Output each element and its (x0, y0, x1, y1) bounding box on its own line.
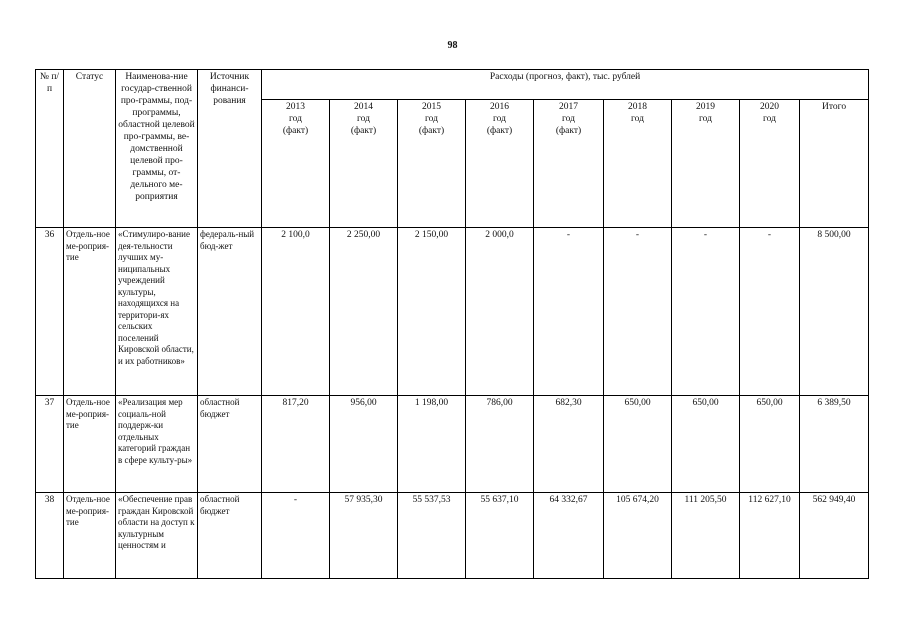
row-no: 38 (36, 493, 64, 579)
value-2013: 2 100,0 (262, 228, 330, 396)
budget-table (35, 69, 869, 579)
value-2019: - (672, 228, 740, 396)
header-status: Статус (64, 70, 116, 228)
value-2016: 55 637,10 (466, 493, 534, 579)
year-header-2014: 2014 год (факт) (330, 100, 398, 228)
value-2016: 786,00 (466, 396, 534, 493)
row-no: 36 (36, 228, 64, 396)
header-expenses: Расходы (прогноз, факт), тыс. рублей (262, 70, 869, 100)
value-2017: 64 332,67 (534, 493, 604, 579)
value-2015: 1 198,00 (398, 396, 466, 493)
value-2013: - (262, 493, 330, 579)
page-number: 98 (447, 40, 458, 51)
value-2020: 650,00 (740, 396, 800, 493)
value-total: 6 389,50 (800, 396, 869, 493)
value-2018: - (604, 228, 672, 396)
row-source: федераль-ный бюд-жет (198, 228, 262, 396)
row-source: областной бюджет (198, 493, 262, 579)
value-2019: 111 205,50 (672, 493, 740, 579)
row-status: Отдель-ное ме-роприя-тие (64, 396, 116, 493)
value-2015: 2 150,00 (398, 228, 466, 396)
value-2013: 817,20 (262, 396, 330, 493)
value-2014: 2 250,00 (330, 228, 398, 396)
year-header-2013: 2013 год (факт) (262, 100, 330, 228)
value-2019: 650,00 (672, 396, 740, 493)
value-total: 8 500,00 (800, 228, 869, 396)
value-2014: 956,00 (330, 396, 398, 493)
row-name: «Обеспечение прав граждан Кировской области на доступ к культурным ценностям и (116, 493, 198, 579)
value-2018: 650,00 (604, 396, 672, 493)
value-2017: - (534, 228, 604, 396)
value-total: 562 949,40 (800, 493, 869, 579)
value-2017: 682,30 (534, 396, 604, 493)
row-name: «Реализация мер социаль-ной поддерж-ки отдельных категорий граждан в сфере культу-ры» (116, 396, 198, 493)
value-2020: 112 627,10 (740, 493, 800, 579)
header-source: Источник финанси-рования (198, 70, 262, 228)
year-header-2015: 2015 год (факт) (398, 100, 466, 228)
header-name: Наименова-ние государ-ственной про-граммы, под-программы, областной целевой про-граммы, ве-домственной целевой про-граммы, от-дельного ме-роприятия (116, 70, 198, 228)
row-status: Отдель-ное ме-роприя-тие (64, 228, 116, 396)
value-2020: - (740, 228, 800, 396)
row-no: 37 (36, 396, 64, 493)
value-2018: 105 674,20 (604, 493, 672, 579)
value-2015: 55 537,53 (398, 493, 466, 579)
value-2014: 57 935,30 (330, 493, 398, 579)
row-status: Отдель-ное ме-роприя-тие (64, 493, 116, 579)
year-header-2018: 2018 год (604, 100, 672, 228)
value-2016: 2 000,0 (466, 228, 534, 396)
table-row (36, 228, 869, 396)
header-total: Итого (800, 100, 869, 228)
year-header-2020: 2020 год (740, 100, 800, 228)
table-row (36, 493, 869, 579)
row-source: областной бюджет (198, 396, 262, 493)
year-header-2016: 2016 год (факт) (466, 100, 534, 228)
year-header-2019: 2019 год (672, 100, 740, 228)
year-header-2017: 2017 год (факт) (534, 100, 604, 228)
header-no: № п/п (36, 70, 64, 228)
table-row (36, 396, 869, 493)
row-name: «Стимулиро-вание дея-тельности лучших му-ниципальных учреждений культуры, находящихся на территори-ях сельских поселений Кировской области, и их работников» (116, 228, 198, 396)
header-row (36, 70, 869, 100)
